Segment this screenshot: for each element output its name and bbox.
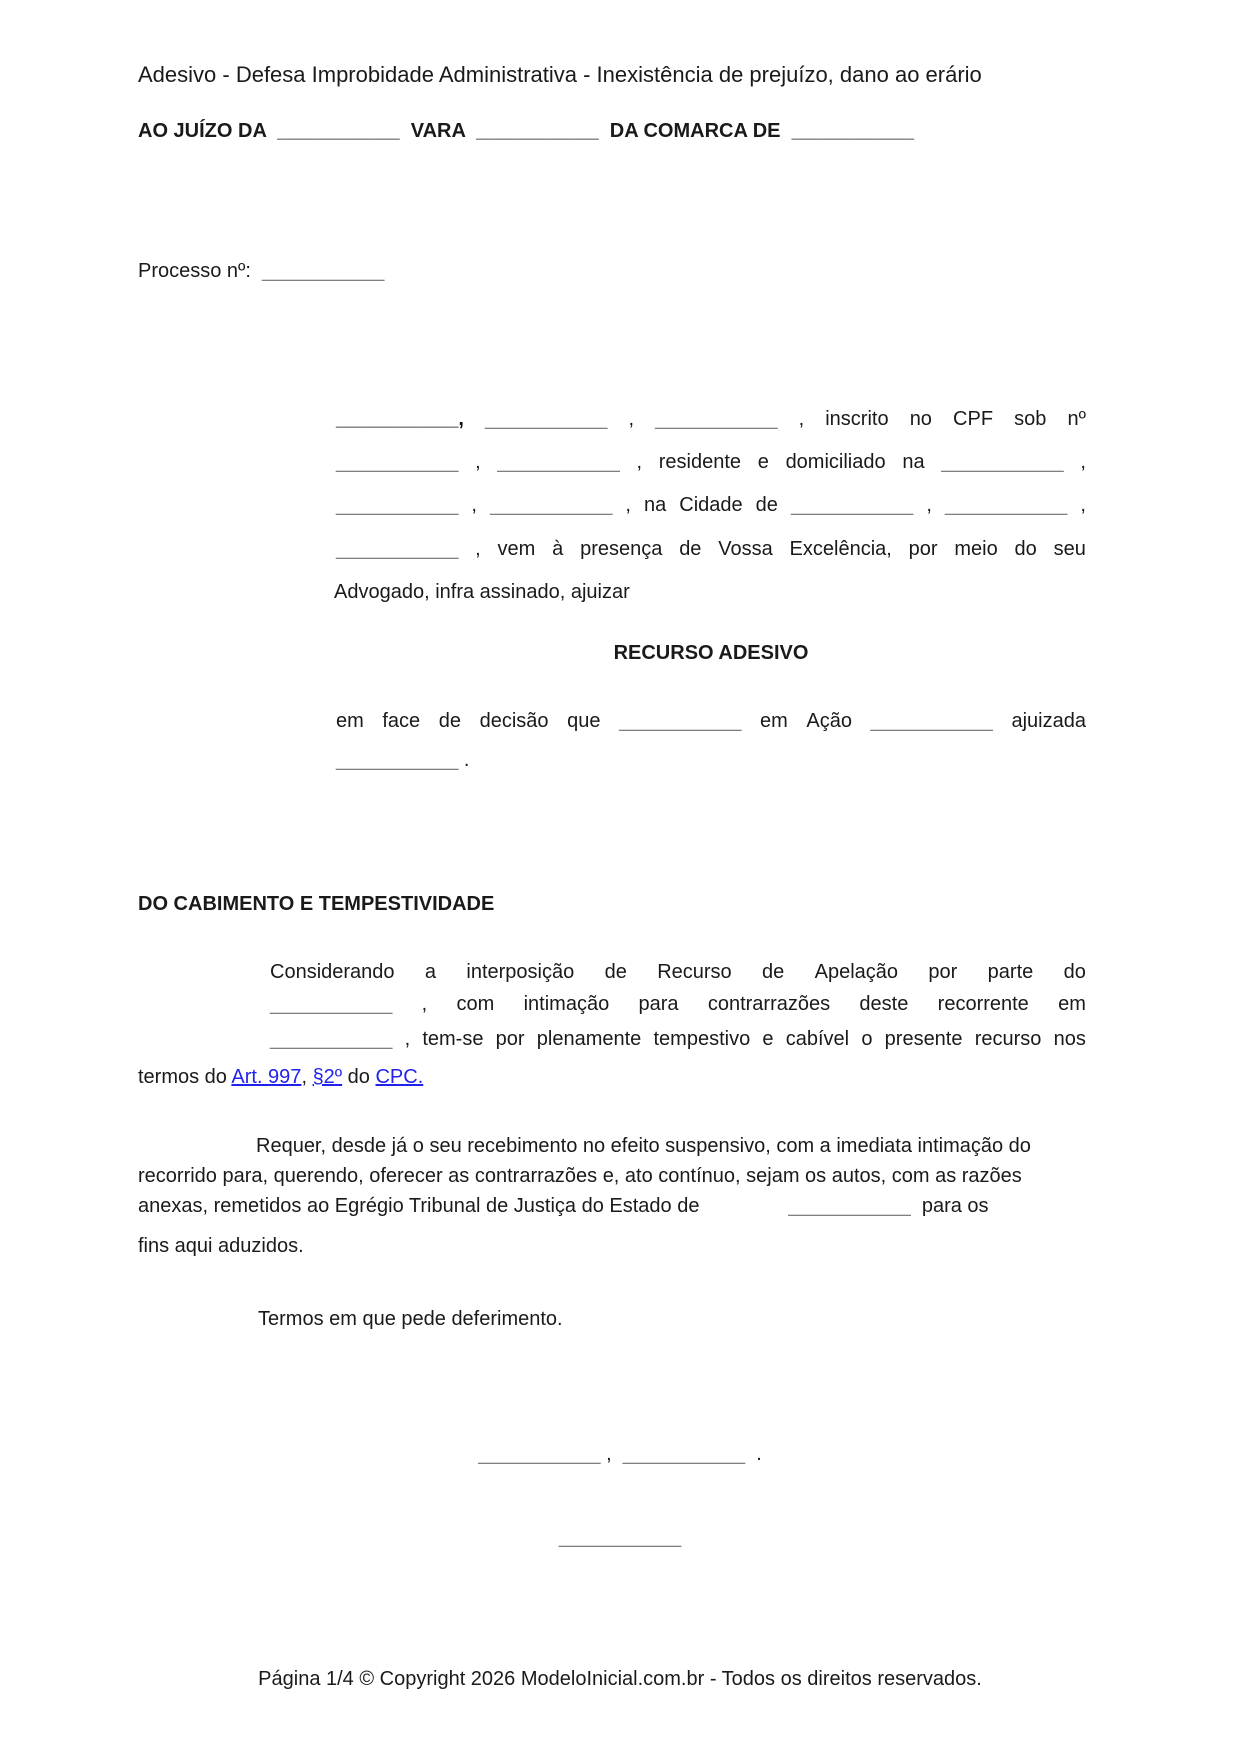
requer-line-3: anexas, remetidos ao Egrégio Tribunal de Justiça do Estado de ___________ para os (138, 1195, 989, 1217)
word: vem (497, 538, 536, 560)
text-segment: termos do (138, 1066, 232, 1088)
blank-field: ___________ (558, 1526, 682, 1548)
requer-line-1: Requer, desde já o seu recebimento no efeito suspensivo, com a imediata intimação do (256, 1135, 1031, 1157)
word: nos (1053, 1028, 1086, 1050)
word: na (643, 494, 667, 516)
legal-reference-link[interactable]: §2º (312, 1066, 343, 1088)
word: interposição (466, 961, 575, 983)
word: , (926, 494, 932, 516)
blank-field: ___________ (485, 408, 608, 430)
word: ajuizada (1011, 710, 1086, 732)
emface-line-2: ___________ . (336, 749, 470, 771)
word: , (625, 494, 631, 516)
process-number-line: Processo nº: ___________ (138, 260, 385, 282)
word: , (798, 408, 805, 430)
word: que (567, 710, 601, 732)
requer-line-4: fins aqui aduzidos. (138, 1235, 304, 1257)
word: Vossa (718, 538, 773, 560)
word: , (475, 451, 481, 473)
word: decisão (479, 710, 549, 732)
word: contrarrazões (707, 993, 831, 1015)
blank-field: ___________ (478, 1443, 601, 1465)
word: recorrente (937, 993, 1029, 1015)
recurso-adesivo-heading: RECURSO ADESIVO (613, 642, 809, 664)
word: , (1080, 494, 1086, 516)
word: Apelação (814, 961, 899, 983)
word: em (760, 710, 788, 732)
word: por (908, 538, 938, 560)
word: recurso (974, 1028, 1042, 1050)
text-segment: , (301, 1066, 313, 1088)
word: o (861, 1028, 873, 1050)
considerando-line-2 (270, 991, 1086, 1017)
legal-reference-link[interactable]: Art. 997 (231, 1066, 302, 1088)
page-footer: Página 1/4 © Copyright 2026 ModeloInicial.com.br - Todos os direitos reservados. (258, 1668, 982, 1690)
word: , (475, 538, 481, 560)
considerando-line-1 (270, 959, 1086, 985)
word: presença (580, 538, 663, 560)
word: com (456, 993, 495, 1015)
word: face (382, 710, 421, 732)
word: , (404, 1028, 411, 1050)
signature-name-line (0, 1524, 1240, 1550)
considerando-line-3 (270, 1026, 1086, 1052)
deferimento-line: Termos em que pede deferimento. (258, 1308, 563, 1330)
party-line-2 (336, 449, 1086, 475)
word: para (638, 993, 679, 1015)
word: de (679, 538, 702, 560)
word: presente (884, 1028, 963, 1050)
word: Ação (806, 710, 852, 732)
word: por (928, 961, 958, 983)
court-address-line: AO JUÍZO DA ___________ VARA ___________ DA COMARCA DE ___________ (138, 120, 914, 142)
text-segment: do (342, 1066, 376, 1088)
word: de (438, 710, 462, 732)
party-line-1 (336, 406, 1086, 432)
blank-field: ___________ (655, 408, 778, 430)
blank-field: ___________ (944, 494, 1068, 516)
blank-field: ___________ (336, 494, 459, 516)
word: residente (658, 451, 741, 473)
termos-cpc-line (138, 1064, 423, 1090)
word: , (421, 993, 428, 1015)
blank-field: ___________ (619, 710, 742, 732)
word: do (1063, 961, 1086, 983)
word: na (902, 451, 925, 473)
word: Cidade (679, 494, 743, 516)
word: no (909, 408, 932, 430)
blank-field: ___________ (788, 1195, 911, 1217)
word: domiciliado (785, 451, 886, 473)
word: sob (1014, 408, 1047, 430)
requer-line-2: recorrido para, querendo, oferecer as contrarrazões e, ato contínuo, sejam os autos, com as razões (138, 1165, 1022, 1187)
word: Excelência, (789, 538, 892, 560)
document-title: Adesivo - Defesa Improbidade Administrativa - Inexistência de prejuízo, dano ao erário (138, 62, 982, 87)
word: cabível (785, 1028, 850, 1050)
blank-field: ___________ (790, 494, 914, 516)
word: de (762, 961, 785, 983)
blank-field: ___________ (489, 494, 613, 516)
word: a (424, 961, 437, 983)
word: parte (987, 961, 1034, 983)
blank-field: ___________, (336, 408, 464, 430)
party-closing-line: Advogado, infra assinado, ajuizar (334, 581, 630, 603)
blank-field: ___________ (622, 1443, 746, 1465)
legal-reference-link[interactable]: CPC. (375, 1066, 424, 1088)
word: , (628, 408, 635, 430)
word: , (636, 451, 642, 473)
word: em (1058, 993, 1086, 1015)
blank-field: ___________ (870, 710, 993, 732)
word: , (471, 494, 477, 516)
word: à (552, 538, 564, 560)
word: de (604, 961, 627, 983)
word: tempestivo (653, 1028, 751, 1050)
word: , (1080, 451, 1086, 473)
word: em (336, 710, 364, 732)
blank-field: ___________ (336, 749, 459, 771)
blank-field: ___________ (941, 451, 1064, 473)
word: seu (1053, 538, 1086, 560)
section-heading-cabimento: DO CABIMENTO E TEMPESTIVIDADE (138, 893, 495, 915)
emface-line-1 (336, 708, 1086, 734)
word: meio (954, 538, 998, 560)
word: e (762, 1028, 774, 1050)
word: por (495, 1028, 525, 1050)
word: inscrito (825, 408, 889, 430)
signature-city-date-line: ___________ , ___________ . (478, 1443, 762, 1465)
word: tem-se (422, 1028, 484, 1050)
party-line-3 (336, 492, 1086, 518)
party-line-4 (336, 536, 1086, 562)
word: intimação (523, 993, 610, 1015)
word: Considerando (270, 961, 395, 983)
word: deste (859, 993, 909, 1015)
blank-field: ___________ (497, 451, 620, 473)
blank-field: ___________ (262, 260, 385, 282)
word: CPF (953, 408, 994, 430)
blank-field: ___________ (270, 1028, 393, 1050)
blank-field: ___________ (270, 993, 393, 1015)
word: Recurso (657, 961, 732, 983)
blank-field: ___________ (336, 451, 459, 473)
blank-field: ___________ (336, 538, 459, 560)
word: plenamente (536, 1028, 642, 1050)
word: de (755, 494, 778, 516)
word: do (1014, 538, 1037, 560)
word: nº (1067, 408, 1086, 430)
word: e (757, 451, 769, 473)
